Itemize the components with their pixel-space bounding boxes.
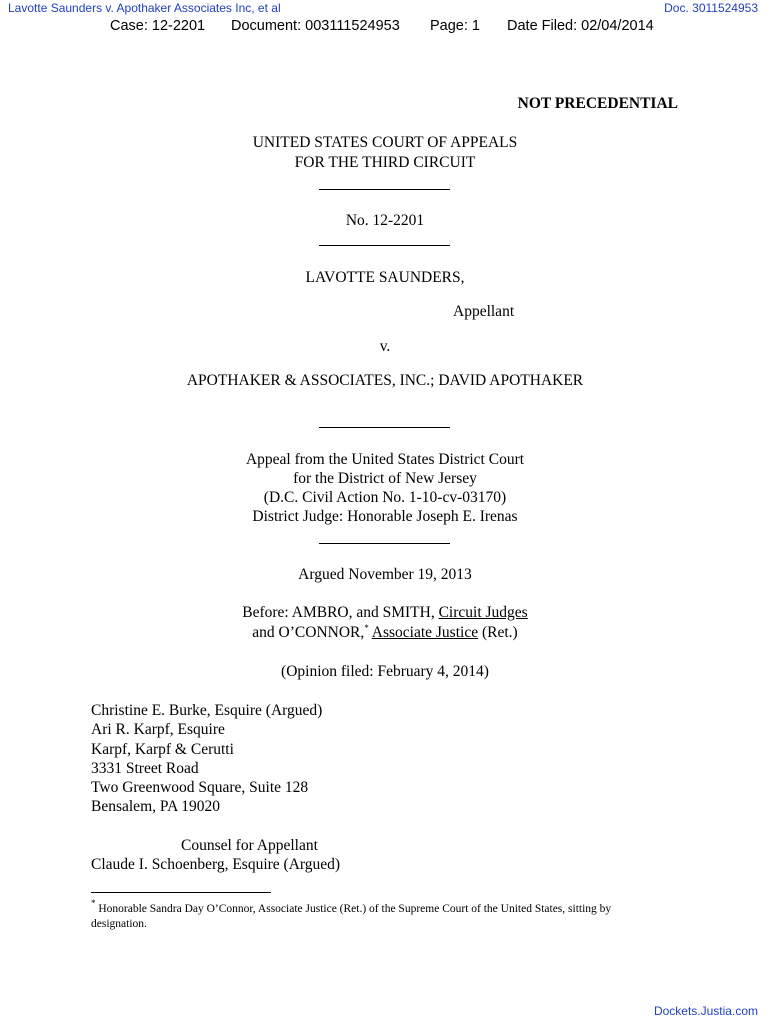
appeal-line-3: (D.C. Civil Action No. 1-10-cv-03170)	[263, 489, 507, 506]
panel-judges: Before: AMBRO, and SMITH,	[242, 604, 435, 621]
retired-suffix: (Ret.)	[481, 624, 518, 641]
footnote-marker: *	[91, 898, 96, 908]
counsel-line: Two Greenwood Square, Suite 128	[91, 779, 309, 796]
divider	[319, 245, 450, 246]
footnote-separator	[91, 892, 271, 893]
panel-justice: and O’CONNOR,	[252, 624, 365, 641]
counsel-for-appellant-label: Counsel for Appellant	[181, 837, 318, 854]
counsel-line: 3331 Street Road	[91, 760, 199, 777]
counsel-line: Karpf, Karpf & Cerutti	[91, 741, 234, 758]
counsel-line: Ari R. Karpf, Esquire	[91, 721, 225, 738]
divider	[319, 427, 450, 428]
appeal-line-4: District Judge: Honorable Joseph E. Irenas	[252, 508, 518, 525]
opinion-filed: (Opinion filed: February 4, 2014)	[281, 663, 489, 680]
argued-date: Argued November 19, 2013	[298, 566, 472, 583]
panel-line-2	[0, 623, 770, 643]
footnote-line-2: designation.	[91, 918, 147, 930]
counsel-line: Bensalem, PA 19020	[91, 798, 221, 815]
case-number: No. 12-2201	[345, 212, 425, 229]
footnote-line-1	[91, 898, 612, 917]
counsel-line: Christine E. Burke, Esquire (Argued)	[91, 702, 323, 719]
court-name-line2: FOR THE THIRD CIRCUIT	[294, 154, 476, 171]
divider	[319, 189, 450, 190]
panel-line-1	[0, 603, 770, 623]
appellant-label: Appellant	[453, 303, 515, 320]
circuit-judges-title: Circuit Judges	[438, 604, 528, 621]
associate-justice-title: Associate Justice	[371, 624, 479, 641]
divider	[319, 543, 450, 544]
header-case: Case: 12-2201	[110, 18, 206, 34]
appellant-name: LAVOTTE SAUNDERS,	[305, 269, 465, 286]
versus: v.	[379, 338, 391, 355]
not-precedential: NOT PRECEDENTIAL	[517, 95, 678, 112]
header-document: Document: 003111524953	[231, 18, 400, 34]
appellees: APOTHAKER & ASSOCIATES, INC.; DAVID APOTHAKER	[186, 372, 584, 389]
appellee-counsel-line: Claude I. Schoenberg, Esquire (Argued)	[91, 856, 341, 873]
case-title-link[interactable]: Lavotte Saunders v. Apothaker Associates Inc, et al	[8, 1, 281, 15]
court-name-line1: UNITED STATES COURT OF APPEALS	[252, 134, 518, 151]
header-date-filed: Date Filed: 02/04/2014	[507, 18, 654, 34]
appeal-line-2: for the District of New Jersey	[293, 470, 477, 487]
appeal-line-1: Appeal from the United States District Court	[245, 451, 525, 468]
doc-number-link[interactable]: Doc. 3011524953	[664, 1, 758, 15]
justia-link[interactable]: Dockets.Justia.com	[653, 1004, 758, 1018]
footnote-marker: *	[364, 623, 369, 633]
header-page: Page: 1	[430, 18, 480, 34]
footnote-text: Honorable Sandra Day O’Connor, Associate Justice (Ret.) of the Supreme Court of the United States, sitting by	[98, 903, 612, 915]
